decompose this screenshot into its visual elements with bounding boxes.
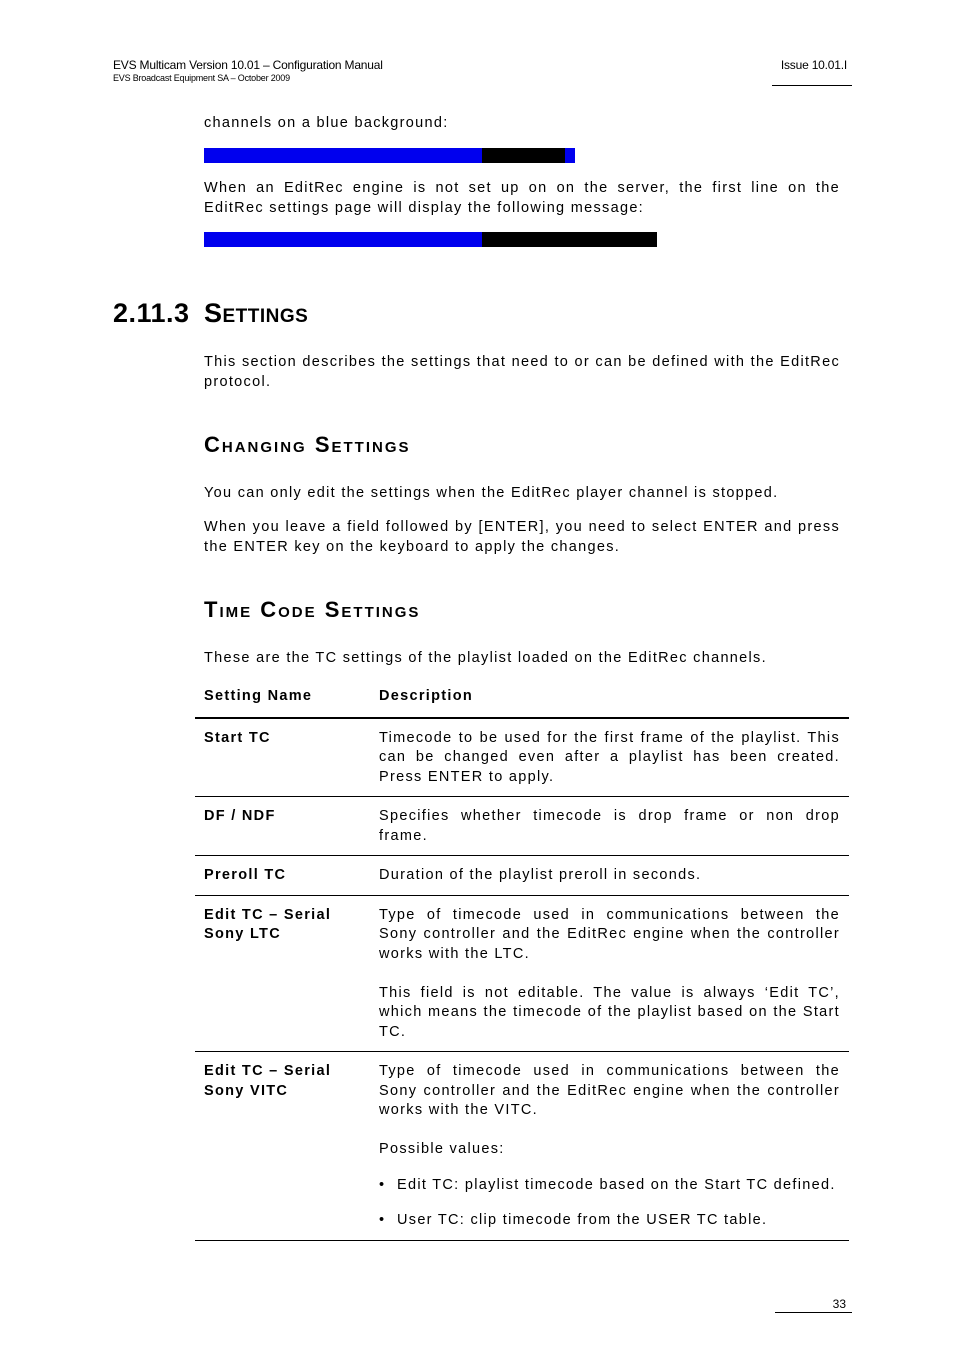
description-text: Type of timecode used in communications between the Sony controller and the EditRec engine when the controller works with the LTC. (379, 906, 840, 962)
list-item: • User TC: clip timecode from the USER TC table. (379, 1211, 840, 1231)
changing-settings-heading: Changing Settings (204, 432, 411, 457)
footer-rule (775, 1312, 852, 1313)
settings-table (195, 683, 849, 1241)
bar-1-blue-segment (204, 148, 482, 163)
table-row (195, 1052, 849, 1241)
changing-paragraph-1: You can only edit the settings when the EditRec player channel is stopped. (204, 485, 779, 501)
bar-1-black-segment (482, 148, 565, 163)
page-number: 33 (832, 1297, 846, 1311)
description-text: Timecode to be used for the first frame of the playlist. This can be changed even after a playlist has been created. Press ENTER to apply. (379, 729, 840, 785)
table-row (195, 856, 849, 896)
header-issue: Issue 10.01.I (780, 58, 847, 72)
bar-2-blue-segment (204, 232, 482, 247)
table-row (195, 718, 849, 797)
table-header-row (195, 683, 849, 718)
description-cell (379, 797, 849, 856)
column-header-setting-name: Setting Name (204, 688, 313, 704)
bar-2-black-segment (482, 232, 657, 247)
setting-name-cell: Edit TC – Serial Sony LTC (204, 906, 332, 942)
setting-name-cell: DF / NDF (204, 808, 276, 824)
section-title: Settings (204, 298, 309, 328)
header-rule (772, 85, 852, 86)
intro-paragraph-1: channels on a blue background: (204, 115, 449, 131)
header-title: EVS Multicam Version 10.01 – Configuration Manual (113, 58, 383, 72)
section-heading (113, 296, 308, 330)
status-bar-2 (204, 232, 657, 247)
section-number: 2.11.3 (113, 298, 190, 328)
setting-name-cell: Preroll TC (204, 867, 287, 883)
header-subtitle: EVS Broadcast Equipment SA – October 2009 (113, 73, 290, 83)
intro-paragraph-2: When an EditRec engine is not set up on on the server, the first line on the EditRec settings page will display the following message: (204, 180, 840, 216)
section-intro: This section describes the settings that need to or can be defined with the EditRec protocol. (204, 354, 840, 390)
description-text: Type of timecode used in communications between the Sony controller and the EditRec engine when the controller works with the VITC. (379, 1063, 840, 1118)
description-cell (379, 895, 849, 1052)
description-cell (379, 1052, 849, 1241)
column-header-description: Description (379, 688, 474, 704)
setting-name-cell: Edit TC – Serial Sony VITC (204, 1063, 332, 1099)
description-note: This field is not editable. The value is always ‘Edit TC’, which means the timecode of the playlist based on the Start TC. (379, 984, 840, 1040)
page-header (113, 58, 383, 84)
description-text: Specifies whether timecode is drop frame or non drop frame. (379, 808, 840, 844)
setting-name-cell: Start TC (204, 729, 271, 746)
table-row (195, 895, 849, 1052)
time-code-intro: These are the TC settings of the playlist loaded on the EditRec channels. (204, 650, 767, 666)
description-text: Duration of the playlist preroll in seconds. (379, 867, 702, 883)
possible-values-list (379, 1176, 840, 1231)
list-item: • Edit TC: playlist timecode based on the Start TC defined. (379, 1176, 840, 1196)
description-cell (379, 718, 849, 797)
changing-paragraph-2: When you leave a field followed by [ENTER], you need to select ENTER and press the ENTER key on the keyboard to apply the changes. (204, 519, 840, 555)
bar-1-blue-end-segment (565, 148, 575, 163)
time-code-settings-heading: Time Code Settings (204, 597, 421, 622)
status-bar-1 (204, 148, 575, 163)
description-note: Possible values: (379, 1141, 505, 1157)
table-row (195, 797, 849, 856)
description-cell (379, 856, 849, 896)
